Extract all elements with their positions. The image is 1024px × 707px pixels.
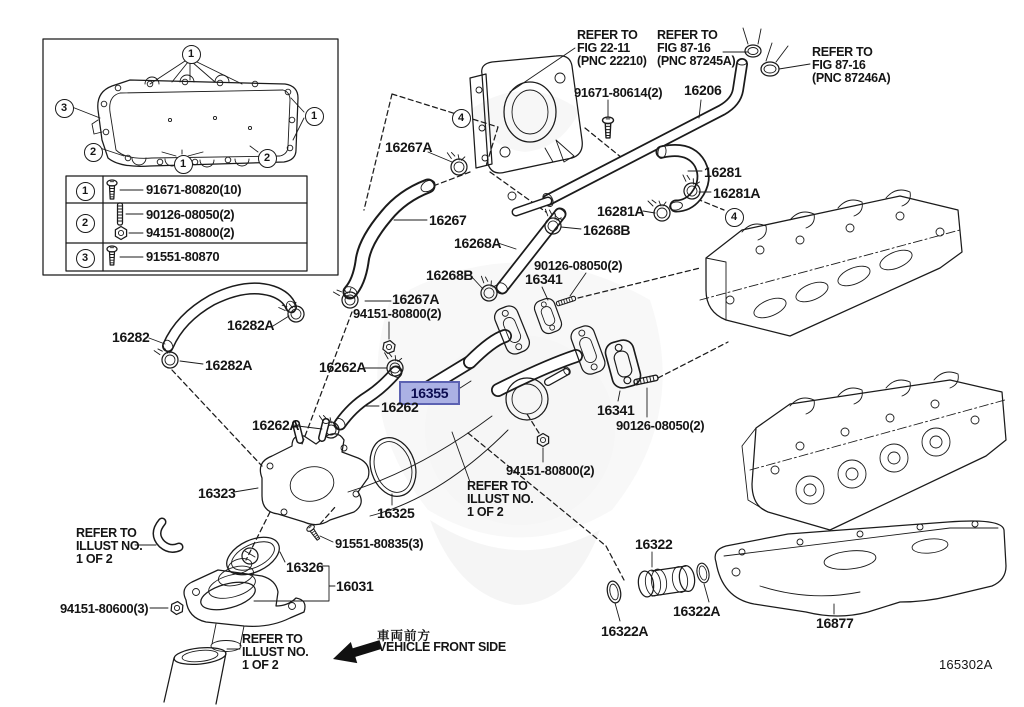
refer-illust-bottom: REFER TO ILLUST NO. 1 OF 2: [242, 632, 309, 672]
part-label-16267A[interactable]: 16267A: [385, 139, 433, 155]
refer-fig-22-11: REFER TO FIG 22-11 (PNC 22210): [577, 28, 647, 68]
water-inlet-housing-16323-drawing: [260, 419, 369, 525]
part-label-16268B[interactable]: 16268B: [426, 267, 474, 283]
hose-16281-drawing: [657, 145, 703, 211]
part-label-16341[interactable]: 16341: [597, 402, 635, 418]
part-label-90126-08050[interactable]: 90126-08050(2): [616, 418, 705, 433]
small-hose-drawing: [157, 522, 179, 548]
legend-part-91671-80820: 91671-80820(10): [146, 182, 242, 197]
part-label-16323[interactable]: 16323: [198, 485, 236, 501]
part-label-16268A[interactable]: 16268A: [454, 235, 502, 251]
legend-callout-2: 2: [76, 214, 95, 233]
water-inlet-pipe-drawing: [164, 645, 227, 704]
part-label-16282[interactable]: 16282: [112, 329, 150, 345]
part-label-16325[interactable]: 16325: [377, 505, 415, 521]
part-label-16877[interactable]: 16877: [816, 615, 854, 631]
part-label-16262[interactable]: 16262: [381, 399, 419, 415]
part-label-16281A[interactable]: 16281A: [597, 203, 645, 219]
callout-4: 4: [452, 109, 471, 128]
callout-4: 4: [725, 208, 744, 227]
part-label-16262A[interactable]: 16262A: [252, 417, 300, 433]
part-label-16031[interactable]: 16031: [336, 578, 374, 594]
water-pipe-16322-drawing: [637, 565, 696, 598]
callout-2: 2: [258, 149, 277, 168]
part-label-16282A[interactable]: 16282A: [227, 317, 275, 333]
part-label-16281A[interactable]: 16281A: [713, 185, 761, 201]
part-label-16322A[interactable]: 16322A: [601, 623, 649, 639]
hose-16267-drawing: [342, 178, 437, 299]
legend-part-94151-80800: 94151-80800(2): [146, 225, 235, 240]
part-label-16267A[interactable]: 16267A: [392, 291, 440, 307]
part-label-16341[interactable]: 16341: [525, 271, 563, 287]
part-label-16267[interactable]: 16267: [429, 212, 467, 228]
part-label-94151-80600[interactable]: 94151-80600(3): [60, 601, 149, 616]
legend-part-91551-80870: 91551-80870: [146, 249, 220, 264]
callout-1: 1: [174, 155, 193, 174]
part-label-16322[interactable]: 16322: [635, 536, 673, 552]
part-label-16326[interactable]: 16326: [286, 559, 324, 575]
part-label-90126-08050[interactable]: 90126-08050(2): [534, 258, 623, 273]
cylinder-head-lower-drawing: [742, 372, 1006, 530]
callout-1: 1: [305, 107, 324, 126]
vehicle-front-label-en: VEHICLE FRONT SIDE: [378, 640, 506, 654]
figure-code: 165302A: [939, 657, 993, 672]
refer-fig-87-16-pnc87246a: REFER TO FIG 87-16 (PNC 87246A): [812, 45, 891, 85]
legend-callout-3: 3: [76, 249, 95, 268]
part-label-16268B[interactable]: 16268B: [583, 222, 631, 238]
part-label-16322A[interactable]: 16322A: [673, 603, 721, 619]
refer-illust-left: REFER TO ILLUST NO. 1 OF 2: [76, 526, 143, 566]
callout-3: 3: [55, 99, 74, 118]
legend-part-90126-08050: 90126-08050(2): [146, 207, 235, 222]
part-label-16355-highlighted[interactable]: 16355: [399, 381, 460, 405]
callout-1: 1: [182, 45, 201, 64]
oil-pan-16877-drawing: [715, 521, 1006, 616]
part-label-91671-80614[interactable]: 91671-80614(2): [574, 85, 663, 100]
refer-fig-87-16-pnc87245a: REFER TO FIG 87-16 (PNC 87245A): [657, 28, 736, 68]
part-label-16206[interactable]: 16206: [684, 82, 722, 98]
part-label-16281[interactable]: 16281: [704, 164, 742, 180]
vehicle-front-label-jp: 車両前方: [377, 629, 432, 643]
callout-2: 2: [84, 143, 103, 162]
refer-illust-center: REFER TO ILLUST NO. 1 OF 2: [467, 479, 534, 519]
vehicle-front-arrow-icon: [330, 634, 384, 670]
part-label-91551-80835[interactable]: 91551-80835(3): [335, 536, 424, 551]
part-label-94151-80800[interactable]: 94151-80800(2): [506, 463, 595, 478]
part-label-94151-80800[interactable]: 94151-80800(2): [353, 306, 442, 321]
part-label-16282A[interactable]: 16282A: [205, 357, 253, 373]
legend-callout-1: 1: [76, 182, 95, 201]
part-label-16262A[interactable]: 16262A: [319, 359, 367, 375]
